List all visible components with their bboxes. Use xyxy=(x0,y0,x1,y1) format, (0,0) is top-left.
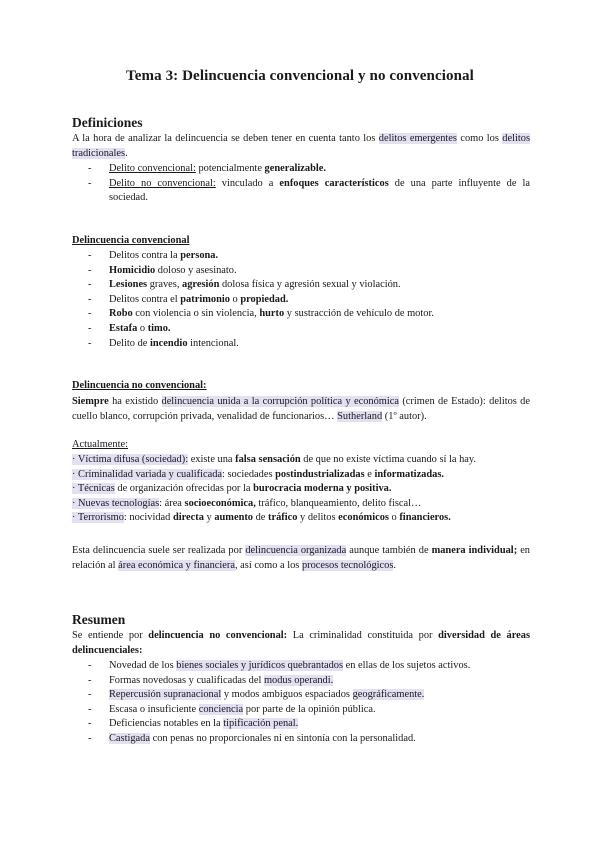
list-item: - Novedad de los bienes sociales y jurídicos quebrantados en ellas de los sujetos activos. xyxy=(72,659,530,674)
list-item: - Robo con violencia o sin violencia, hurto y sustracción de vehículo de motor. xyxy=(72,307,530,322)
actualmente-label: Actualmente: xyxy=(72,439,128,450)
list-item: · Nuevas tecnologías: área socioeconómica, tráfico, blanqueamiento, delito fiscal… xyxy=(72,497,422,509)
list-item: - Repercusión supranacional y modos ambiguos espaciados geográficamente. xyxy=(72,688,530,703)
list-item: - Lesiones graves, agresión dolosa física y agresión sexual y violación. xyxy=(72,278,530,293)
document-title: Tema 3: Delincuencia convencional y no convencional xyxy=(126,68,474,84)
list-item: - Estafa o timo. xyxy=(72,322,530,337)
list-item: - Delitos contra el patrimonio o propiedad. xyxy=(72,293,530,308)
no-convencional-paragraph: Siempre ha existido delincuencia unida a la corrupción política y económica (crimen de Estado): delitos de cuello blanco, corrupción privada, venalidad de funcionarios… Sutherland (1º autor). xyxy=(72,396,530,422)
resumen-intro: Se entiende por delincuencia no convencional: La criminalidad constituida por diversidad de áreas delincuenciales: xyxy=(72,630,531,656)
list-item: - Delito convencional: potencialmente generalizable. xyxy=(72,162,530,177)
convencional-list xyxy=(72,249,530,351)
list-item: - Castigada con penas no proporcionales ni en sintonía con la personalidad. xyxy=(72,732,530,747)
definiciones-list xyxy=(72,162,530,206)
list-item: - Delito no convencional: vinculado a enfoques característicos de una parte influyente de la sociedad. xyxy=(72,177,530,206)
list-item: · Víctima difusa (sociedad): existe una falsa sensación de que no existe víctima cuando sí la hay. xyxy=(72,454,477,465)
resumen-heading: Resumen xyxy=(72,612,126,627)
list-item: - Homicidio doloso y asesinato. xyxy=(72,264,530,279)
definiciones-intro: A la hora de analizar la delincuencia se deben tener en cuenta tanto los delitos emergentes como los delitos tradicionales. xyxy=(72,133,530,159)
list-item: - Formas novedosas y cualificadas del modus operandi. xyxy=(72,674,530,689)
resumen-list xyxy=(72,659,530,747)
list-item: - Delito de incendio intencional. xyxy=(72,337,530,352)
list-item: · Técnicas de organización ofrecidas por la burocracia moderna y positiva. xyxy=(72,483,392,495)
convencional-heading: Delincuencia convencional xyxy=(72,235,190,246)
actualmente-list xyxy=(72,453,530,526)
list-item: - Deficiencias notables en la tipificación penal. xyxy=(72,717,530,732)
list-item: - Delitos contra la persona. xyxy=(72,249,530,264)
no-convencional-closing: Esta delincuencia suele ser realizada por delincuencia organizada aunque también de manera individual; en relación al área económica y financiera, así como a los procesos tecnológicos. xyxy=(72,545,530,571)
no-convencional-heading: Delincuencia no convencional: xyxy=(72,380,207,391)
list-item: · Terrorismo: nocividad directa y aumento de tráfico y delitos económicos o financieros. xyxy=(72,512,451,524)
list-item: · Criminalidad variada y cualificada: sociedades postindustrializadas e informatizadas. xyxy=(72,468,444,480)
list-item: - Escasa o insuficiente conciencia por parte de la opinión pública. xyxy=(72,703,530,718)
definiciones-heading: Definiciones xyxy=(72,115,143,130)
